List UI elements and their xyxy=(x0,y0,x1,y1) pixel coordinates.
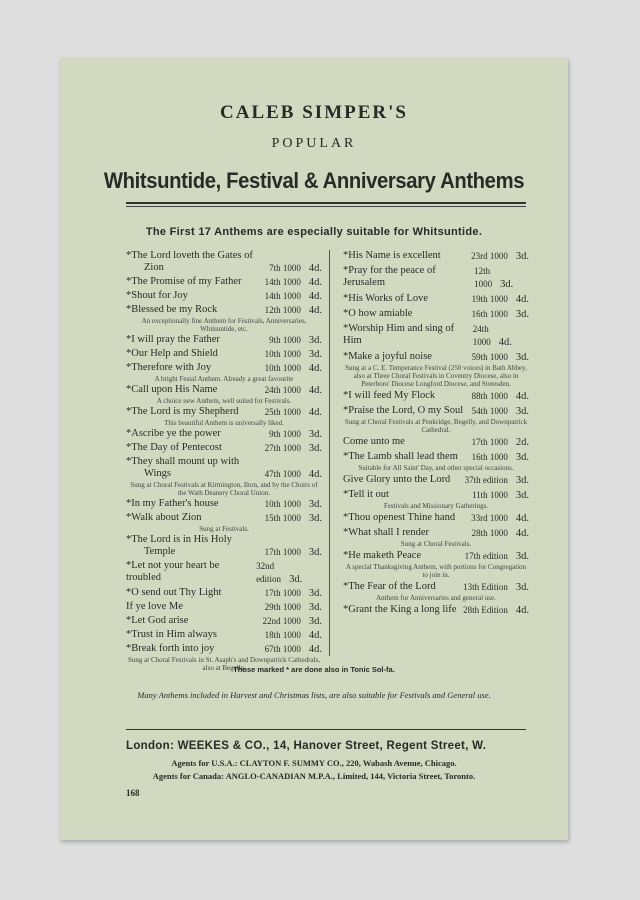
anthem-note: Sung at Choral Festivals at Penkridge, Begelly, and Downpatrick Cathedral. xyxy=(344,418,528,434)
anthem-title: *He maketh Peace xyxy=(343,550,422,561)
anthem-title: *O how amiable xyxy=(343,308,413,319)
anthem-entry xyxy=(343,474,529,487)
anthem-edition: 18th 1000 xyxy=(264,630,301,640)
title-rule-thin xyxy=(126,206,526,207)
anthem-title: *The Fear of the Lord xyxy=(343,581,436,592)
anthem-price: 4d. xyxy=(308,291,322,302)
anthem-price: 3d. xyxy=(308,499,322,510)
anthem-entry xyxy=(343,527,529,548)
anthem-edition: 28th Edition xyxy=(463,605,508,615)
anthem-edition: 9th 1000 xyxy=(269,429,301,439)
anthem-edition: 16th 1000 xyxy=(471,452,508,462)
anthem-entry xyxy=(343,308,529,321)
anthem-note: Sung at Choral Festivals in St. Asaph's and Downpatrick Cathedrals, also at Begelly. xyxy=(128,656,320,672)
whitsuntide-note: The First 17 Anthems are especially suitable for Whitsuntide. xyxy=(145,226,483,238)
anthem-title: *The Lord is my Shepherd xyxy=(126,406,239,417)
catalogue-page xyxy=(60,58,568,840)
anthem-entry xyxy=(343,489,529,510)
anthem-edition: 24th 1000 xyxy=(264,385,301,395)
anthem-edition: 17th 1000 xyxy=(264,588,301,598)
anthem-price: 3d. xyxy=(515,309,529,320)
anthem-price: 3d. xyxy=(308,588,322,599)
anthem-price: 3d. xyxy=(308,335,322,346)
anthem-title: *O send out Thy Light xyxy=(126,587,222,598)
anthem-edition: 17th edition xyxy=(464,551,508,561)
anthem-edition: 88th 1000 xyxy=(471,391,508,401)
anthem-title: *They shall mount up with xyxy=(126,456,240,467)
anthem-entry xyxy=(126,560,322,586)
anthem-entry xyxy=(343,351,529,388)
anthem-price: 4d. xyxy=(308,263,322,274)
anthem-entry xyxy=(126,498,322,511)
anthem-price: 3d. xyxy=(515,582,529,593)
anthem-title: *Let God arise xyxy=(126,615,189,626)
anthem-price: 3d. xyxy=(515,406,529,417)
anthem-title: *The Lord is in His Holy xyxy=(126,534,232,545)
anthem-price: 3d. xyxy=(515,475,529,486)
harvest-christmas-note: Many Anthems included in Harvest and Christmas lists, are also suitable for Festivals and General use. xyxy=(137,690,491,700)
anthem-title: *Call upon His Name xyxy=(126,384,218,395)
agents-canada: Agents for Canada: ANGLO-CANADIAN M.P.A., Limited, 144, Victoria Street, Toronto. xyxy=(152,771,476,781)
agents-usa: Agents for U.S.A.: CLAYTON F. SUMMY CO., 220, Wabash Avenue, Chicago. xyxy=(171,758,457,768)
anthem-note: A special Thanksgiving Anthem, with portions for Congregation to join in. xyxy=(345,563,527,579)
anthem-edition: 27th 1000 xyxy=(264,443,301,453)
anthem-entry xyxy=(343,293,529,306)
anthem-price: 4d. xyxy=(515,605,529,616)
anthem-title: *Thou openest Thine hand xyxy=(343,512,456,523)
anthem-title: *I will pray the Father xyxy=(126,334,220,345)
anthem-title: *Grant the King a long life xyxy=(343,604,457,615)
anthem-entry xyxy=(343,405,529,434)
anthem-note: Suitable for All Saint' Day, and other special occasions. xyxy=(358,464,514,472)
anthem-title: *Therefore with Joy xyxy=(126,362,212,373)
anthem-price: 3d. xyxy=(308,547,322,558)
anthem-entry xyxy=(126,615,322,628)
anthem-entry xyxy=(343,250,529,263)
anthem-edition: 10th 1000 xyxy=(264,363,301,373)
anthem-price: 4d. xyxy=(498,337,512,348)
anthem-edition: 19th 1000 xyxy=(471,294,508,304)
anthem-price: 3d. xyxy=(515,452,529,463)
anthem-note: Sung at Choral Festivals at Kirmington, Ilton, and by the Choirs of the Wath Deanery Choral Union. xyxy=(130,481,318,497)
anthem-edition: 32nd edition xyxy=(256,561,282,584)
page-number: 168 xyxy=(126,788,140,798)
anthem-note: This beautiful Anthem is universally liked. xyxy=(164,419,284,427)
anthem-entry xyxy=(126,601,322,614)
anthem-price: 4d. xyxy=(308,469,322,480)
anthem-note: A choice new Anthem, well suited for Festivals. xyxy=(156,397,292,405)
anthem-title: *The Day of Pentecost xyxy=(126,442,222,453)
anthem-entry xyxy=(343,550,529,579)
footer-rule xyxy=(126,729,526,730)
anthem-title: Zion xyxy=(144,262,164,273)
anthem-title: Temple xyxy=(144,546,176,557)
anthem-entry xyxy=(126,629,322,642)
anthem-edition: 14th 1000 xyxy=(264,291,301,301)
anthem-title: Wings xyxy=(144,468,171,479)
anthem-edition: 17th 1000 xyxy=(264,547,301,557)
anthem-edition: 59th 1000 xyxy=(471,352,508,362)
anthem-edition: 10th 1000 xyxy=(264,499,301,509)
anthem-price: 3d. xyxy=(515,490,529,501)
anthem-entry xyxy=(126,304,322,333)
anthem-title: *The Promise of my Father xyxy=(126,276,242,287)
tonic-solfa-note: Those marked * are done also in Tonic Sol-fa. xyxy=(233,665,395,674)
anthem-title: *What shall I render xyxy=(343,527,430,538)
anthem-title: *Praise the Lord, O my Soul xyxy=(343,405,464,416)
anthem-title: Give Glory unto the Lord xyxy=(343,474,451,485)
anthem-entry xyxy=(126,456,322,497)
anthem-price: 4d. xyxy=(308,305,322,316)
anthem-entry xyxy=(343,581,529,602)
anthem-entry xyxy=(126,250,322,275)
anthem-entry xyxy=(126,276,322,289)
anthem-entry xyxy=(126,534,322,559)
anthem-entry xyxy=(126,348,322,361)
anthem-entry xyxy=(343,512,529,525)
anthem-title: *In my Father's house xyxy=(126,498,219,509)
anthem-title: *Make a joyful noise xyxy=(343,351,432,362)
anthem-title: *Blessed be my Rock xyxy=(126,304,218,315)
publisher-address: London: WEEKES & CO., 14, Hanover Street, Regent Street, W. xyxy=(126,740,487,752)
anthem-edition: 9th 1000 xyxy=(269,335,301,345)
anthem-edition: 11th 1000 xyxy=(471,490,508,500)
anthem-title: *Let not your heart be troubled xyxy=(126,560,220,583)
anthem-edition: 29th 1000 xyxy=(264,602,301,612)
anthem-title: *Trust in Him always xyxy=(126,629,217,640)
anthem-title: *Tell it out xyxy=(343,489,389,500)
anthem-title: *Shout for Joy xyxy=(126,290,188,301)
anthem-entry xyxy=(343,451,529,472)
anthem-note: Sung at Choral Festivals. xyxy=(400,540,472,548)
publisher-heading: CALEB SIMPER'S xyxy=(220,102,408,123)
anthem-note: Sung at Festivals. xyxy=(199,525,249,533)
anthem-entry xyxy=(343,323,529,349)
anthem-entry xyxy=(126,428,322,441)
anthem-price: 3d. xyxy=(308,602,322,613)
anthem-title: *Our Help and Shield xyxy=(126,348,218,359)
anthem-price: 3d. xyxy=(308,443,322,454)
anthem-price: 3d. xyxy=(500,279,514,290)
anthem-price: 3d. xyxy=(515,251,529,262)
anthem-price: 3d. xyxy=(515,551,529,562)
anthem-title: *Ascribe ye the power xyxy=(126,428,221,439)
anthem-title: *Walk about Zion xyxy=(126,512,202,523)
anthem-edition: 22nd 1000 xyxy=(262,616,301,626)
popular-heading: POPULAR xyxy=(271,136,357,151)
anthem-edition: 24th 1000 xyxy=(472,324,491,347)
anthem-note: Sung at a C. E. Temperance Festival (250 voices) in Bath Abbey, also at Three Choral Festivals in Coventry Diocese, also in Peterboro' Diocese Longford Diocese, and Stotesden. xyxy=(345,364,527,388)
anthem-title: *The Lord loveth the Gates of xyxy=(126,250,253,261)
anthem-note: An exceptionally fine Anthem for Festivals, Anniversaries, Whitsuntide, etc. xyxy=(141,317,307,333)
anthem-edition: 12th 1000 xyxy=(264,305,301,315)
anthem-entry xyxy=(126,290,322,303)
column-divider xyxy=(329,250,330,656)
anthem-edition: 10th 1000 xyxy=(264,349,301,359)
anthem-price: 4d. xyxy=(308,407,322,418)
anthem-title: *Break forth into joy xyxy=(126,643,215,654)
anthem-price: 3d. xyxy=(308,513,322,524)
anthem-price: 2d. xyxy=(515,437,529,448)
anthem-entry xyxy=(126,512,322,533)
anthem-entry xyxy=(343,390,529,403)
anthem-edition: 14th 1000 xyxy=(264,277,301,287)
anthem-note: Festivals and Missionary Gatherings. xyxy=(383,502,489,510)
anthem-title: *Pray for the peace of Jerusalem xyxy=(343,265,436,288)
anthem-entry xyxy=(126,334,322,347)
anthem-price: 3d. xyxy=(308,616,322,627)
anthem-entry xyxy=(343,265,529,291)
anthem-price: 3d. xyxy=(289,574,303,585)
anthem-entry xyxy=(126,442,322,455)
left-anthem-list xyxy=(126,250,322,673)
anthem-edition: 17th 1000 xyxy=(471,437,508,447)
anthem-edition: 37th edition xyxy=(464,475,508,485)
anthem-edition: 67th 1000 xyxy=(264,644,301,654)
anthem-price: 4d. xyxy=(308,630,322,641)
anthem-entry xyxy=(343,436,529,449)
anthem-entry xyxy=(126,384,322,405)
right-anthem-list xyxy=(343,250,529,619)
anthem-price: 4d. xyxy=(515,513,529,524)
anthem-price: 4d. xyxy=(515,294,529,305)
anthem-note: Anthem for Anniversaries and general use. xyxy=(376,594,496,602)
anthem-entry xyxy=(126,587,322,600)
anthem-edition: 16th 1000 xyxy=(471,309,508,319)
anthem-edition: 47th 1000 xyxy=(264,469,301,479)
anthem-edition: 15th 1000 xyxy=(264,513,301,523)
anthem-price: 3d. xyxy=(308,349,322,360)
anthem-note: A bright Festal Anthem. Already a great favourite xyxy=(154,375,294,383)
anthem-title: *His Works of Love xyxy=(343,293,428,304)
title-rule xyxy=(126,202,526,204)
anthem-title: *Worship Him and sing of Him xyxy=(343,323,455,346)
anthem-edition: 54th 1000 xyxy=(471,406,508,416)
anthem-edition: 25th 1000 xyxy=(264,407,301,417)
anthem-price: 4d. xyxy=(308,277,322,288)
anthem-edition: 23rd 1000 xyxy=(471,251,508,261)
anthem-title: *His Name is excellent xyxy=(343,250,441,261)
anthem-price: 3d. xyxy=(308,429,322,440)
anthem-price: 4d. xyxy=(308,644,322,655)
anthem-price: 4d. xyxy=(515,391,529,402)
main-title: Whitsuntide, Festival & Anniversary Anthems xyxy=(103,168,525,193)
anthem-title: *The Lamb shall lead them xyxy=(343,451,458,462)
anthem-entry xyxy=(126,362,322,383)
anthem-title: Come unto me xyxy=(343,436,405,447)
anthem-price: 3d. xyxy=(515,352,529,363)
anthem-price: 4d. xyxy=(515,528,529,539)
anthem-price: 4d. xyxy=(308,363,322,374)
anthem-entry xyxy=(126,406,322,427)
anthem-entry xyxy=(343,604,529,617)
anthem-price: 4d. xyxy=(308,385,322,396)
anthem-title: *I will feed My Flock xyxy=(343,390,436,401)
anthem-edition: 28th 1000 xyxy=(471,528,508,538)
anthem-edition: 7th 1000 xyxy=(269,263,301,273)
anthem-title: If ye love Me xyxy=(126,601,183,612)
anthem-edition: 13th Edition xyxy=(463,582,508,592)
anthem-edition: 12th 1000 xyxy=(474,266,493,289)
anthem-edition: 33rd 1000 xyxy=(471,513,508,523)
